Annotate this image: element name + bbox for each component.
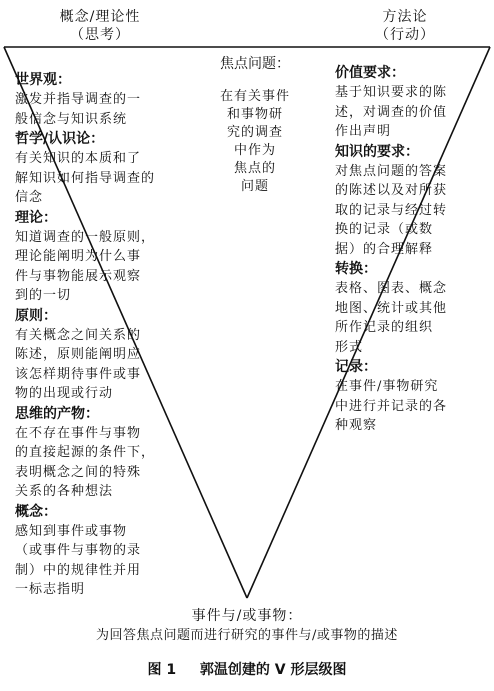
right-item-transformations bbox=[335, 259, 489, 357]
right-item-line: 表格、图表、概念 bbox=[335, 281, 448, 296]
left-item-philosophy bbox=[15, 129, 193, 208]
left-item-constructs bbox=[15, 404, 193, 502]
left-item-line: 制）中的规律性并用 bbox=[15, 562, 142, 578]
left-item-line: 激发并指导调查的一 bbox=[15, 92, 142, 107]
right-item-line: 中进行并记录的各 bbox=[335, 398, 448, 414]
focus-question-line: 问题 bbox=[240, 179, 269, 194]
left-item-label: 理论： bbox=[15, 209, 57, 226]
left-item-line: 知道调查的一般原则， bbox=[15, 229, 156, 245]
figure-caption bbox=[0, 660, 494, 680]
left-item-label: 概念： bbox=[15, 503, 57, 520]
right-item-value-claims bbox=[335, 63, 489, 142]
left-column bbox=[15, 70, 193, 600]
left-item-line: 有关概念之间关系的 bbox=[15, 327, 142, 343]
right-item-line: 据）的合理解释 bbox=[335, 241, 434, 257]
left-item-label: 哲学/认识论： bbox=[15, 131, 105, 147]
left-header-sub: （思考） bbox=[70, 27, 130, 43]
left-item-concepts bbox=[15, 502, 193, 600]
right-item-label: 知识的要求： bbox=[335, 143, 419, 160]
left-item-line: 关系的各种想法 bbox=[15, 484, 114, 499]
right-item-line: 述，对调查的价值 bbox=[335, 104, 448, 120]
left-item-line: 感知到事件或事物 bbox=[15, 523, 128, 539]
left-item-line: 有关知识的本质和了 bbox=[15, 151, 142, 166]
right-item-line: 所作记录的组织 bbox=[335, 320, 434, 335]
left-item-principles bbox=[15, 306, 193, 404]
left-item-worldview bbox=[15, 70, 193, 129]
focus-question bbox=[212, 54, 298, 196]
left-item-line: 信念 bbox=[15, 190, 44, 205]
focus-question-line: 中作为 bbox=[233, 143, 276, 158]
right-item-label: 价值要求： bbox=[335, 65, 405, 81]
events-objects-title: 事件与/或事物： bbox=[191, 608, 303, 624]
left-item-line: 在不存在事件与事物 bbox=[15, 425, 142, 441]
right-item-line: 换的记录（或数 bbox=[335, 222, 434, 237]
right-item-knowledge-claims bbox=[335, 142, 489, 260]
right-item-line: 形式 bbox=[335, 339, 364, 355]
events-objects-desc: 为回答焦点问题而进行研究的事件与/或事物的描述 bbox=[96, 628, 398, 643]
right-column bbox=[335, 63, 489, 436]
right-item-line: 在事件/事物研究 bbox=[335, 379, 439, 394]
left-item-line: 该怎样期待事件或事 bbox=[15, 366, 142, 382]
left-item-line: 的直接起源的条件下， bbox=[15, 445, 156, 460]
focus-question-line: 焦点的 bbox=[233, 161, 276, 176]
focus-question-line: 在有关事件 bbox=[219, 89, 290, 104]
right-header-sub: （行动） bbox=[375, 27, 435, 43]
left-item-line: 理论能阐明为什么事 bbox=[15, 249, 142, 264]
right-item-line: 地图、统计或其他 bbox=[335, 300, 448, 316]
left-item-line: 一标志指明 bbox=[15, 582, 86, 597]
right-item-label: 记录： bbox=[335, 359, 377, 375]
left-item-line: 陈述，原则能阐明应 bbox=[15, 347, 142, 362]
left-item-line: 到的一切 bbox=[15, 288, 72, 303]
left-item-line: 物的出现或行动 bbox=[15, 386, 114, 401]
right-item-records bbox=[335, 357, 489, 436]
right-item-label: 转换： bbox=[335, 261, 377, 277]
right-header bbox=[340, 8, 470, 44]
left-item-theory bbox=[15, 208, 193, 306]
figure-title: 郭温创建的 V 形层级图 bbox=[199, 662, 347, 678]
right-item-line: 对焦点问题的答案 bbox=[335, 163, 448, 179]
left-item-label: 世界观： bbox=[15, 72, 71, 88]
left-header-title: 概念/理论性 bbox=[59, 9, 141, 25]
right-item-line: 的陈述以及对所获 bbox=[335, 183, 448, 198]
left-header bbox=[20, 8, 180, 44]
right-item-line: 取的记录与经过转 bbox=[335, 202, 448, 218]
left-item-label: 原则： bbox=[15, 307, 57, 324]
right-header-title: 方法论 bbox=[382, 9, 428, 25]
left-item-line: 表明概念之间的特殊 bbox=[15, 464, 142, 480]
right-item-line: 种观察 bbox=[335, 418, 378, 433]
right-item-line: 作出声明 bbox=[335, 124, 392, 139]
left-item-label: 思维的产物： bbox=[15, 405, 99, 422]
left-item-line: 般信念与知识系统 bbox=[15, 111, 128, 127]
focus-question-line: 和事物研 bbox=[226, 107, 283, 122]
focus-question-title: 焦点问题： bbox=[220, 56, 290, 72]
focus-question-line: 究的调查 bbox=[226, 125, 283, 140]
figure-number: 图 1 bbox=[147, 662, 177, 678]
right-item-line: 基于知识要求的陈 bbox=[335, 85, 448, 100]
left-item-line: 解知识如何指导调查的 bbox=[15, 170, 156, 186]
left-item-line: 件与事物能展示观察 bbox=[15, 268, 142, 284]
left-item-line: （或事件与事物的录 bbox=[15, 543, 142, 558]
events-objects bbox=[0, 606, 494, 646]
